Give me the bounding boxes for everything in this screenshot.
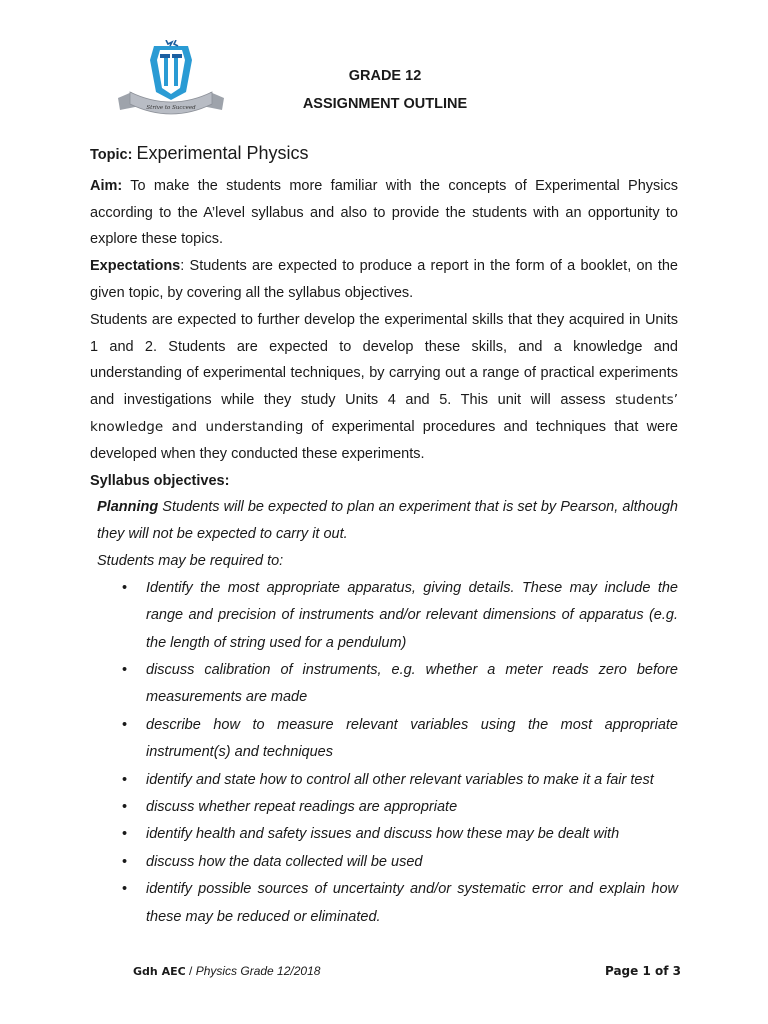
expectations-text: : Students are expected to produce a report in the form of a booklet, on the given topic, by covering all the syllabus objectives. xyxy=(90,258,678,301)
list-item xyxy=(97,767,678,794)
bullet-icon: • xyxy=(122,716,128,733)
page-of: of xyxy=(650,964,673,978)
list-item xyxy=(97,575,678,657)
bullet-icon: • xyxy=(122,579,128,596)
topic-label: Topic: xyxy=(90,147,133,163)
topic-value: Experimental Physics xyxy=(136,143,309,163)
skills-text-1: Students are expected to further develop the experimental skills that they acquired in Units 1 and 2. Students are expected to develop these skills, and a knowledge and understanding of experimental techniques, by carrying out a range of practical experiments and investigations while they study Units 4 and 5. This unit will assess xyxy=(90,311,678,409)
objectives-list xyxy=(97,575,678,931)
school-logo xyxy=(116,40,226,122)
skills-paragraph xyxy=(90,307,678,468)
expectations-paragraph xyxy=(90,253,678,307)
bullet-icon: • xyxy=(122,799,128,815)
planning-text: Students will be expected to plan an experiment that is set by Pearson, although they will not be expected to carry it out. xyxy=(97,499,678,543)
page-number xyxy=(605,964,681,978)
aim-label: Aim: xyxy=(90,177,123,194)
list-item xyxy=(97,849,678,876)
required-line: Students may be required to: xyxy=(97,552,284,569)
list-item xyxy=(97,821,678,848)
bullet-icon: • xyxy=(122,661,128,678)
list-item-text: describe how to measure relevant variables using the most appropriate instrument(s) and techniques xyxy=(146,716,678,761)
page-total: 3 xyxy=(672,964,681,978)
planning-label: Planning xyxy=(97,499,159,516)
list-item xyxy=(97,876,678,931)
document-body xyxy=(90,140,678,931)
header-block xyxy=(290,62,480,118)
bullet-icon: • xyxy=(122,853,128,870)
page-num: 1 xyxy=(642,964,651,978)
skills-text-3: g of experimental procedures and techniques that were developed when they conducted these experiments. xyxy=(90,418,678,462)
logo-motto: Strive to Succeed xyxy=(146,105,196,111)
aim-text: To make the students more familiar with the concepts of Experimental Physics according to the A’level syllabus and also to provide the students with an opportunity to explore these topics. xyxy=(90,177,678,248)
objectives-section xyxy=(97,494,678,931)
skills-text-2: students’ knowledge and understandin xyxy=(90,392,678,435)
bullet-icon: • xyxy=(122,881,128,898)
aim-paragraph xyxy=(90,173,678,253)
list-item xyxy=(97,657,678,712)
planning-paragraph xyxy=(97,494,678,548)
footer-org: Gdh AEC xyxy=(133,965,186,978)
list-item-text: discuss how the data collected will be used xyxy=(146,853,423,870)
list-item-text: discuss calibration of instruments, e.g. whether a meter reads zero before measurements are made xyxy=(146,661,678,706)
list-item-text: identify and state how to control all other relevant variables to make it a fair test xyxy=(146,771,654,788)
list-item-text: Identify the most appropriate apparatus, giving details. These may include the range and precision of instruments and/or relevant dimensions of apparatus (e.g. the length of string used for a pendulum) xyxy=(146,579,678,651)
bullet-icon: • xyxy=(122,826,128,843)
list-item-text: identify possible sources of uncertainty and/or systematic error and explain how these may be reduced or eliminated. xyxy=(146,881,678,925)
footer-left xyxy=(133,964,320,978)
topic-line xyxy=(90,140,678,169)
list-item-text: discuss whether repeat readings are appropriate xyxy=(146,799,458,815)
expectations-label: Expectations xyxy=(90,258,181,275)
list-item xyxy=(97,794,678,821)
list-item-text: identify health and safety issues and discuss how these may be dealt with xyxy=(146,826,620,843)
footer-course: Physics Grade 12/2018 xyxy=(195,964,321,978)
footer-separator: / xyxy=(185,964,196,978)
grade-heading: GRADE 12 xyxy=(348,68,422,84)
assignment-title: ASSIGNMENT OUTLINE xyxy=(302,96,468,112)
page-label: Page xyxy=(604,964,643,978)
list-item xyxy=(97,712,678,767)
syllabus-heading: Syllabus objectives: xyxy=(90,472,230,489)
bullet-icon: • xyxy=(122,771,128,788)
